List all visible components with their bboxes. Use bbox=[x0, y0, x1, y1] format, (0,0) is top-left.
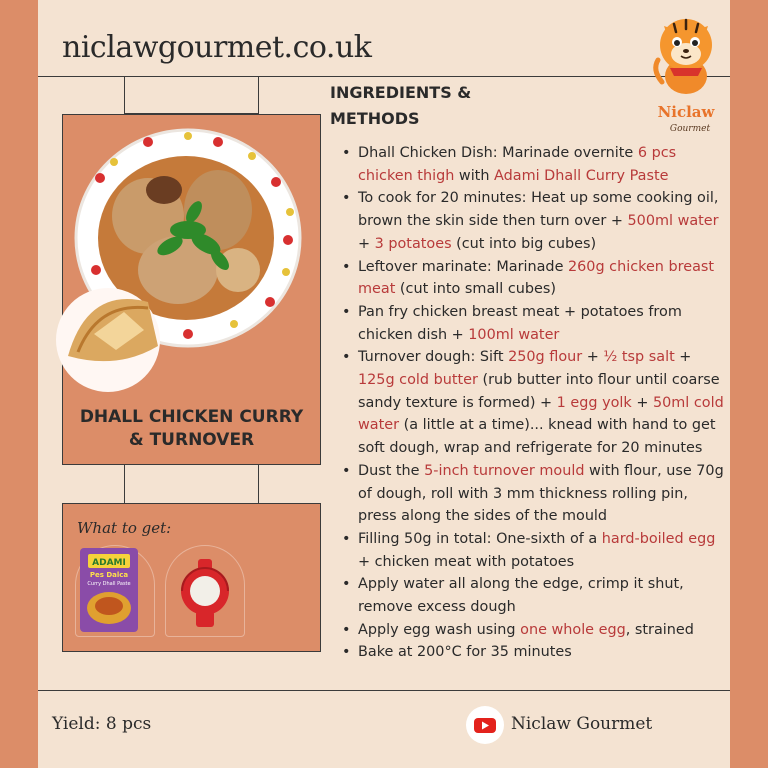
method-title-line2: METHODS bbox=[330, 109, 420, 128]
method-title-line1: INGREDIENTS & bbox=[330, 83, 472, 102]
logo-text-gourmet: Gourmet bbox=[669, 124, 711, 134]
turnover-mould bbox=[172, 555, 238, 631]
connector-line bbox=[124, 76, 125, 114]
step-item: • Filling 50g in total: One-sixth of a hard-boiled egg + chicken meat with potatoes bbox=[340, 528, 730, 573]
package-brand: ADAMI bbox=[92, 558, 126, 568]
step-item: • To cook for 20 minutes: Heat up some cooking oil, brown the skin side then turn over + 500ml water + 3 potatoes (cut into big cubes) bbox=[340, 187, 730, 255]
dish-title-line2: & TURNOVER bbox=[128, 430, 255, 450]
logo-text-niclaw: Niclaw bbox=[657, 103, 715, 121]
method-steps-list bbox=[340, 142, 730, 664]
channel-name[interactable]: Niclaw Gourmet bbox=[511, 714, 653, 734]
step-item: • Leftover marinate: Marinade 260g chicken breast meat (cut into small cubes) bbox=[340, 256, 730, 301]
what-to-get-label: What to get: bbox=[77, 519, 172, 537]
youtube-icon bbox=[466, 706, 504, 744]
step-item: • Apply egg wash using one whole egg, strained bbox=[340, 619, 730, 642]
step-item: • Dhall Chicken Dish: Marinade overnite 6 pcs chicken thigh with Adami Dhall Curry Paste bbox=[340, 142, 730, 187]
step-item: • Bake at 200°C for 35 minutes bbox=[340, 641, 730, 664]
connector-line bbox=[258, 465, 259, 503]
package-name: Pes Dalca bbox=[89, 571, 129, 579]
step-item: • Turnover dough: Sift 250g flour + ½ tsp salt + 125g cold butter (rub butter into flour until coarse sandy texture is formed) + 1 egg yolk + 50ml cold water (a little at a time)... knead with hand to get soft dough, wrap and refrigerate for 20 minutes bbox=[340, 346, 730, 460]
dish-title bbox=[62, 406, 321, 452]
package-subtitle: Curry Dhall Paste bbox=[87, 581, 131, 587]
tiger-logo-icon bbox=[646, 12, 726, 137]
step-item: • Dust the 5-inch turnover mould with flour, use 70g of dough, roll with 3 mm thickness rolling pin, press along the sides of the mould bbox=[340, 460, 730, 528]
site-title: niclawgourmet.co.uk bbox=[62, 30, 372, 65]
curry-paste-package bbox=[78, 546, 140, 634]
yield-text: Yield: 8 pcs bbox=[52, 714, 152, 734]
dish-photo bbox=[38, 120, 318, 410]
step-item: • Pan fry chicken breast meat + potatoes from chicken dish + 100ml water bbox=[340, 301, 730, 346]
youtube-badge[interactable] bbox=[466, 706, 504, 744]
connector-line bbox=[258, 76, 259, 114]
header-divider bbox=[38, 76, 730, 77]
dish-title-line1: DHALL CHICKEN CURRY bbox=[79, 407, 304, 427]
method-title bbox=[330, 80, 471, 132]
footer-divider bbox=[38, 690, 730, 691]
step-item: • Apply water all along the edge, crimp it shut, remove excess dough bbox=[340, 573, 730, 618]
connector-line bbox=[124, 465, 125, 503]
